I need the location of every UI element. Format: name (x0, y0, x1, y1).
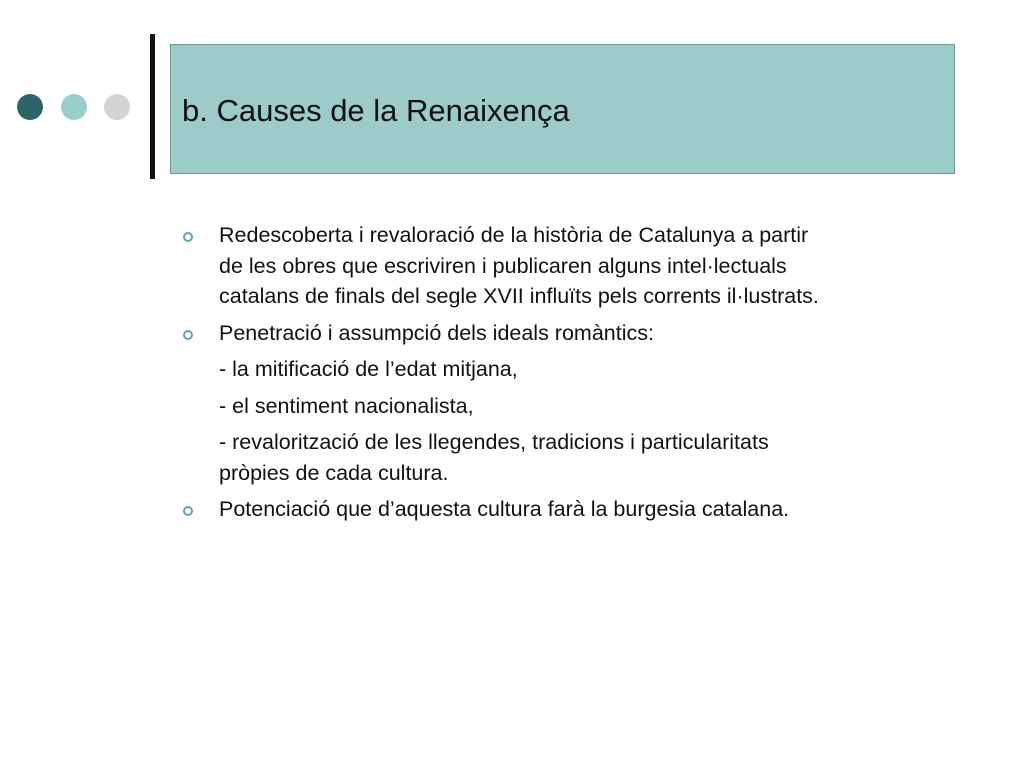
body-text-line: - la mitificació de l’edat mitjana, (219, 357, 518, 381)
bullet-icon (183, 330, 193, 340)
body-text-line: Redescoberta i revaloració de la història de Catalunya a partir (219, 223, 809, 247)
body-text-line: catalans de finals del segle XVII influïts pels corrents il·lustrats. (219, 284, 819, 308)
bullet-icon (183, 506, 193, 516)
body-text-line: - el sentiment nacionalista, (219, 393, 474, 418)
body-text-line: de les obres que escriviren i publicaren alguns intel·lectuals (219, 253, 787, 278)
body-text-line: Potenciació que d’aquesta cultura farà la burgesia catalana. (219, 497, 790, 521)
slide-title: b. Causes de la Renaixença (182, 93, 570, 128)
body-text-line: Penetració i assumpció dels ideals romàntics: (219, 320, 654, 345)
bullet-icon (183, 232, 193, 242)
body-text-line: - revalorització de les llegendes, tradicions i particularitats (219, 430, 769, 454)
body-text-line: pròpies de cada cultura. (219, 460, 449, 485)
